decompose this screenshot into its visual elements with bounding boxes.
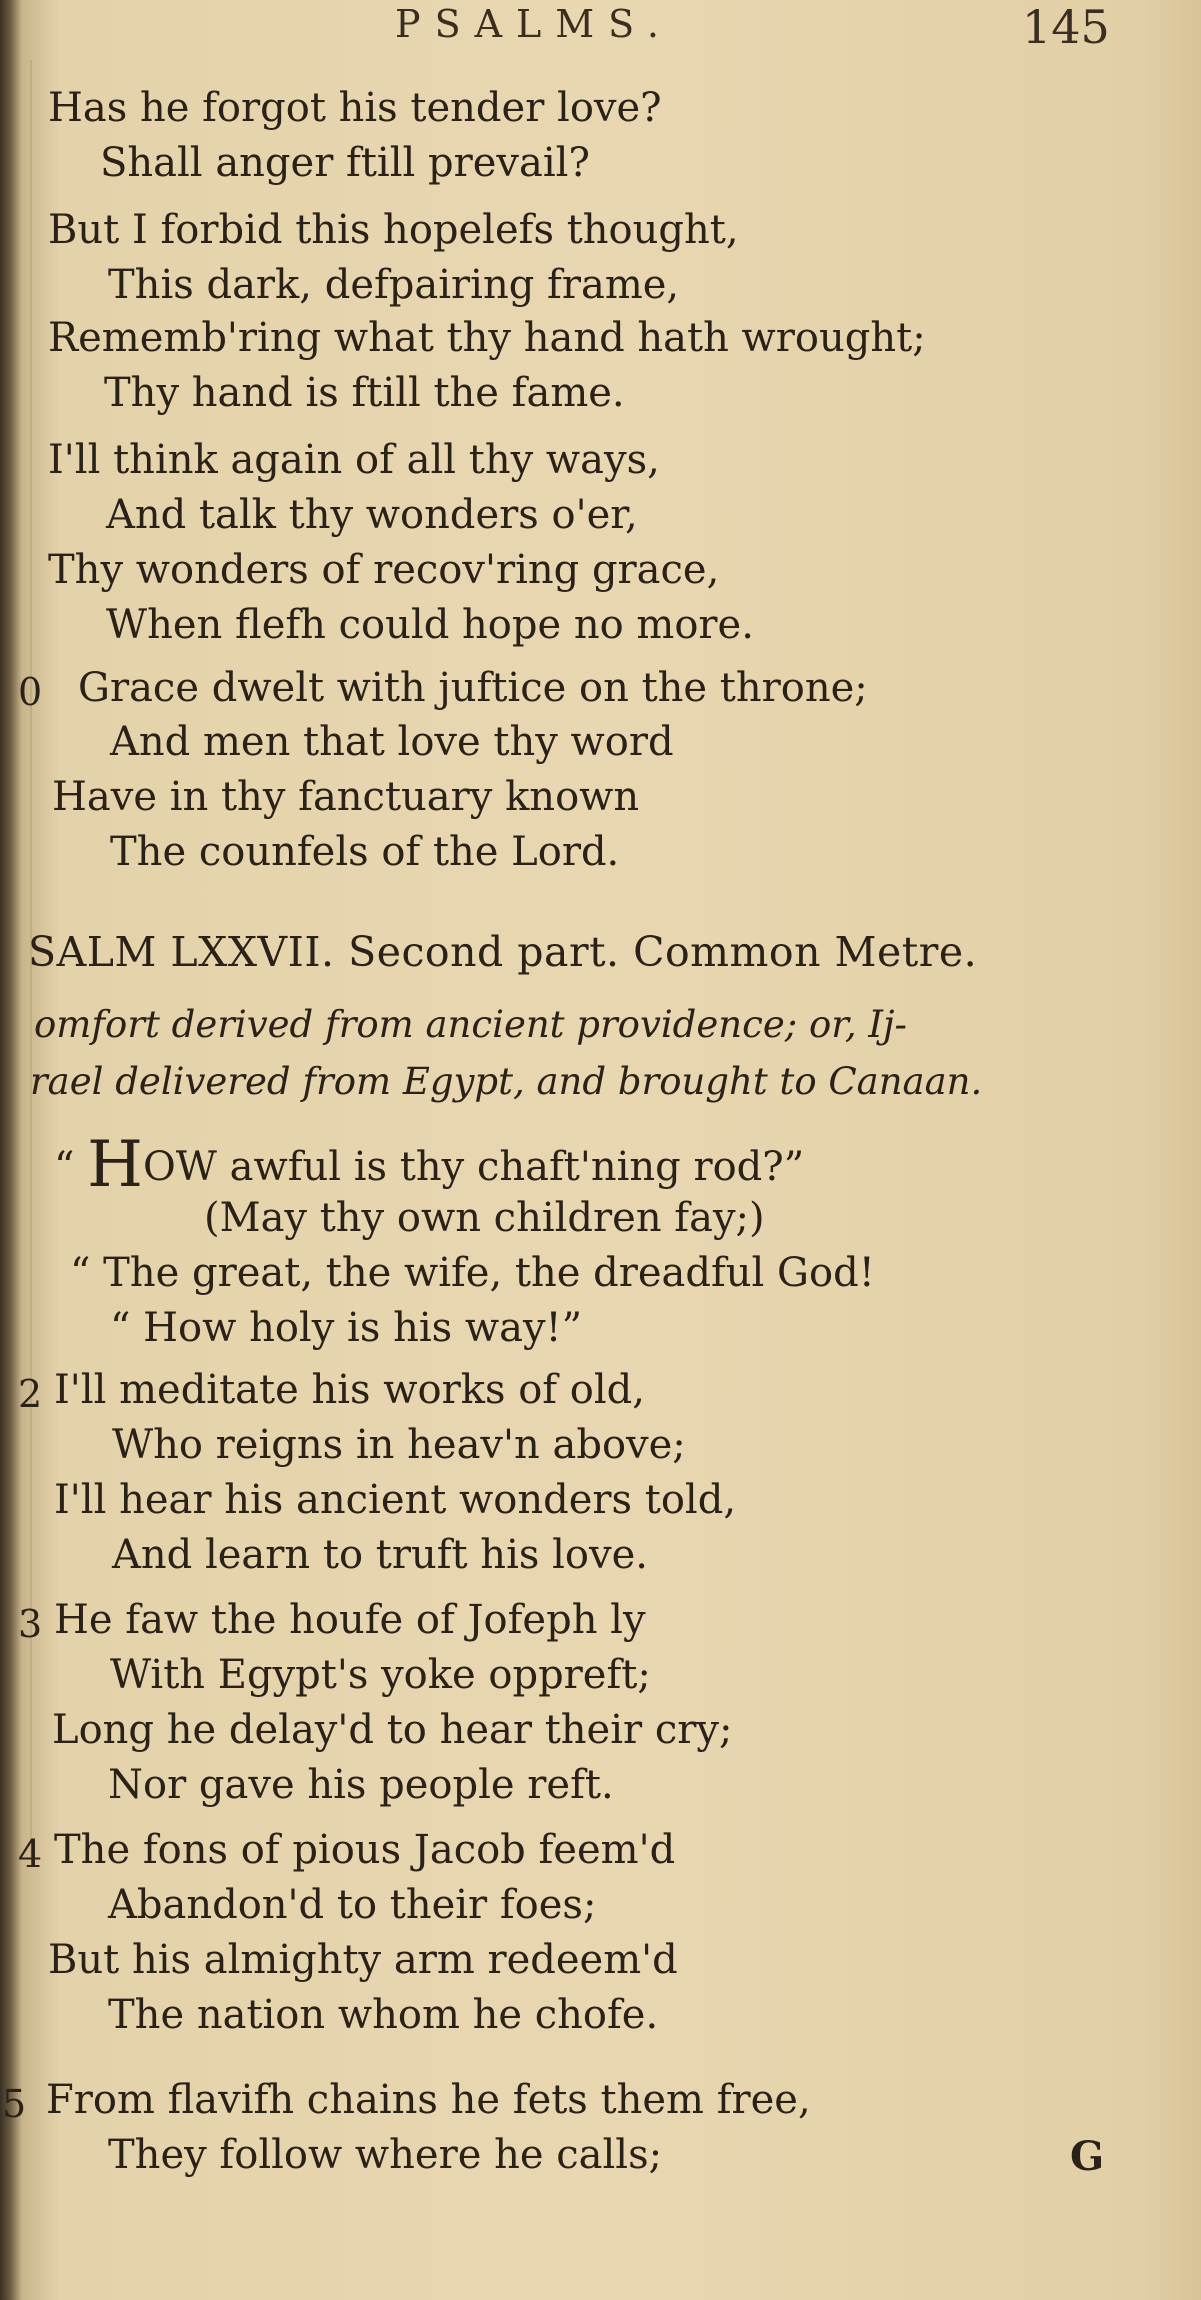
first-line-text: OW awful is thy chaft'ning rod?” bbox=[142, 1144, 805, 1190]
verse-line: Abandon'd to their foes; bbox=[108, 1882, 597, 1928]
psalm-subtitle-line: omfort derived from ancient providence; or, Ij- bbox=[34, 1003, 907, 1046]
stanza-number: 4 bbox=[18, 1832, 43, 1876]
verse-line: Grace dwelt with juftice on the throne; bbox=[78, 665, 868, 711]
verse-line: From flavifh chains he fets them free, bbox=[46, 2077, 811, 2123]
verse-line: Thy wonders of recov'ring grace, bbox=[48, 547, 720, 593]
psalm-heading: SALM LXXVII. Second part. Common Metre. bbox=[28, 928, 978, 976]
verse-line: “ The great, the wife, the dreadful God! bbox=[70, 1250, 875, 1296]
verse-line: Thy hand is ftill the fame. bbox=[104, 370, 625, 416]
verse-line: Rememb'ring what thy hand hath wrought; bbox=[48, 315, 926, 361]
verse-line: The counfels of the Lord. bbox=[110, 829, 620, 875]
verse-line: But his almighty arm redeem'd bbox=[48, 1937, 678, 1983]
verse-line: This dark, defpairing frame, bbox=[108, 262, 680, 308]
verse-line: And men that love thy word bbox=[110, 719, 674, 765]
verse-line: When flefh could hope no more. bbox=[106, 602, 754, 648]
running-title: PSALMS. bbox=[395, 2, 673, 46]
verse-line: Have in thy fanctuary known bbox=[52, 774, 640, 820]
verse-line: They follow where he calls; bbox=[108, 2132, 663, 2178]
psalm-subtitle-line: rael delivered from Egypt, and brought to Canaan. bbox=[30, 1060, 983, 1103]
verse-line: (May thy own children fay;) bbox=[204, 1195, 765, 1241]
verse-line: I'll hear his ancient wonders told, bbox=[54, 1477, 737, 1523]
stanza-number: 0 bbox=[18, 670, 43, 714]
stanza-number: 3 bbox=[18, 1602, 43, 1646]
verse-line: The fons of pious Jacob feem'd bbox=[54, 1827, 676, 1873]
signature-mark: G bbox=[1070, 2133, 1105, 2180]
open-quote: “ bbox=[54, 1144, 75, 1190]
verse-line: Shall anger ftill prevail? bbox=[100, 140, 590, 186]
stanza-number: 5 bbox=[2, 2082, 27, 2126]
verse-line: And talk thy wonders o'er, bbox=[106, 492, 638, 538]
verse-line: And learn to truft his love. bbox=[112, 1532, 648, 1578]
verse-line-first bbox=[54, 1128, 805, 1202]
page-number: 145 bbox=[1022, 0, 1110, 54]
verse-line: Long he delay'd to hear their cry; bbox=[52, 1707, 733, 1753]
verse-line: With Egypt's yoke oppreft; bbox=[110, 1652, 651, 1698]
verse-line: He faw the houfe of Jofeph ly bbox=[54, 1597, 646, 1643]
verse-line: Has he forgot his tender love? bbox=[48, 85, 662, 131]
verse-line: “ How holy is his way!” bbox=[110, 1305, 583, 1351]
drop-capital: H bbox=[87, 1128, 143, 1202]
verse-line: The nation whom he chofe. bbox=[108, 1992, 659, 2038]
stanza-number: 2 bbox=[18, 1372, 43, 1416]
verse-line: I'll think again of all thy ways, bbox=[48, 437, 660, 483]
verse-line: I'll meditate his works of old, bbox=[54, 1367, 645, 1413]
verse-line: Nor gave his people reft. bbox=[108, 1762, 614, 1808]
verse-line: Who reigns in heav'n above; bbox=[112, 1422, 686, 1468]
verse-line: But I forbid this hopelefs thought, bbox=[48, 207, 739, 253]
